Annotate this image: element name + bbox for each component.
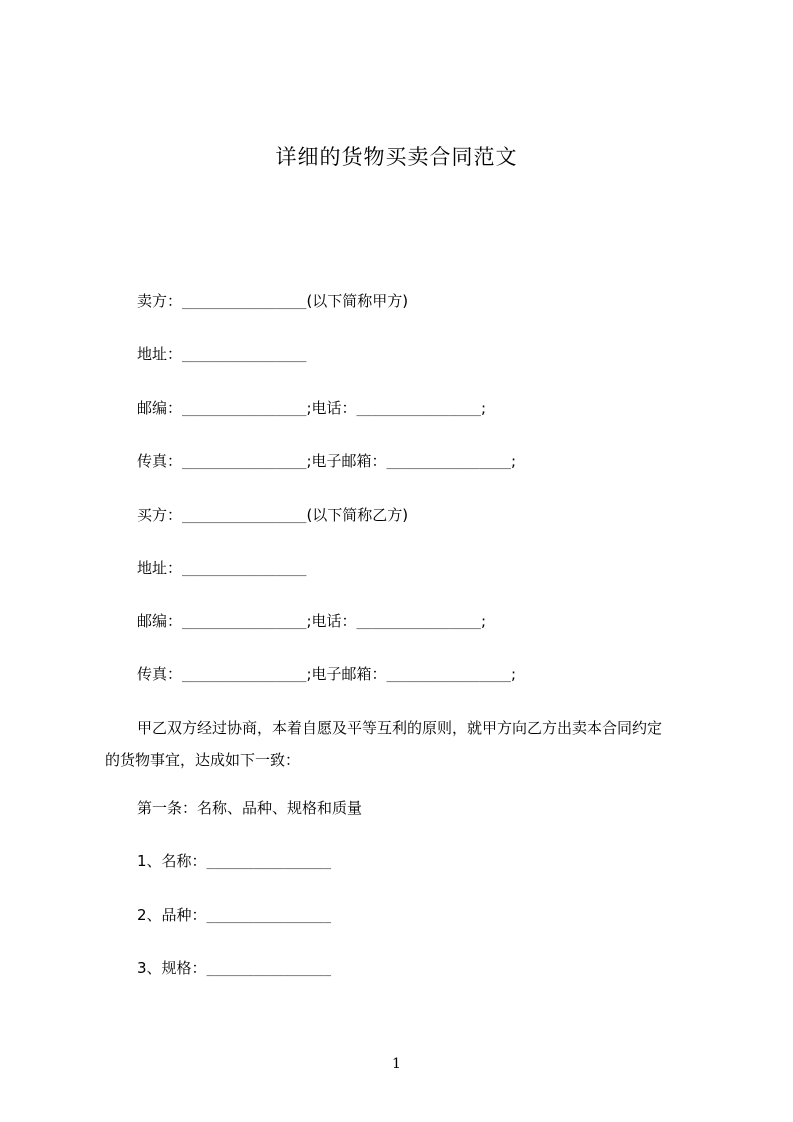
seller-postcode-blank: ________________ — [182, 402, 307, 417]
buyer-email-blank: ________________ — [386, 668, 511, 683]
buyer-email-label: ;电子邮箱： — [306, 665, 387, 683]
item-variety-blank: ________________ — [206, 909, 331, 924]
item-spec-blank: ________________ — [206, 962, 331, 977]
intro-line-2: 的货物事宜，达成如下一致： — [105, 751, 301, 769]
seller-fax-label: 传真： — [137, 452, 183, 470]
page-number: 1 — [392, 1056, 401, 1072]
intro-line-1: 甲乙双方经过协商，本着自愿及平等互利的原则，就甲方向乙方出卖本合同约定 — [137, 719, 663, 737]
article-1-heading: 第一条：名称、品种、规格和质量 — [137, 799, 363, 817]
seller-phone-blank: ________________ — [356, 402, 481, 417]
buyer-phone-end: ; — [480, 612, 487, 630]
buyer-phone-blank: ________________ — [356, 615, 481, 630]
buyer-line — [137, 505, 408, 527]
buyer-suffix: (以下简称乙方) — [306, 506, 409, 524]
buyer-postcode-blank: ________________ — [182, 615, 307, 630]
seller-postcode-label: 邮编： — [137, 399, 183, 417]
item-variety-line — [137, 905, 331, 927]
item-variety-label: 2、品种： — [137, 906, 207, 924]
intro-paragraph — [105, 712, 705, 776]
seller-phone-end: ; — [480, 399, 487, 417]
buyer-phone-label: ;电话： — [306, 612, 357, 630]
item-name-line — [137, 851, 331, 873]
seller-fax-blank: ________________ — [182, 455, 307, 470]
item-spec-line — [137, 958, 331, 980]
seller-label: 卖方： — [137, 292, 183, 310]
item-name-label: 1、名称： — [137, 852, 207, 870]
seller-email-label: ;电子邮箱： — [306, 452, 387, 470]
seller-suffix: (以下简称甲方) — [306, 292, 409, 310]
seller-blank: ________________ — [182, 295, 307, 310]
buyer-address-line — [137, 558, 306, 580]
seller-phone-label: ;电话： — [306, 399, 357, 417]
buyer-postcode-line — [137, 611, 486, 633]
item-spec-label: 3、规格： — [137, 959, 207, 977]
buyer-fax-blank: ________________ — [182, 668, 307, 683]
seller-email-blank: ________________ — [386, 455, 511, 470]
seller-address-line — [137, 344, 306, 366]
item-name-blank: ________________ — [206, 855, 331, 870]
seller-address-blank: ________________ — [182, 348, 307, 363]
buyer-fax-line — [137, 664, 516, 686]
seller-postcode-line — [137, 398, 486, 420]
buyer-address-label: 地址： — [137, 559, 183, 577]
buyer-label: 买方： — [137, 506, 183, 524]
buyer-fax-label: 传真： — [137, 665, 183, 683]
document-title: 详细的货物买卖合同范文 — [275, 145, 518, 169]
buyer-blank: ________________ — [182, 509, 307, 524]
buyer-postcode-label: 邮编： — [137, 612, 183, 630]
buyer-address-blank: ________________ — [182, 562, 307, 577]
buyer-email-end: ; — [510, 665, 517, 683]
seller-address-label: 地址： — [137, 345, 183, 363]
seller-fax-line — [137, 451, 516, 473]
seller-line — [137, 291, 408, 313]
seller-email-end: ; — [510, 452, 517, 470]
